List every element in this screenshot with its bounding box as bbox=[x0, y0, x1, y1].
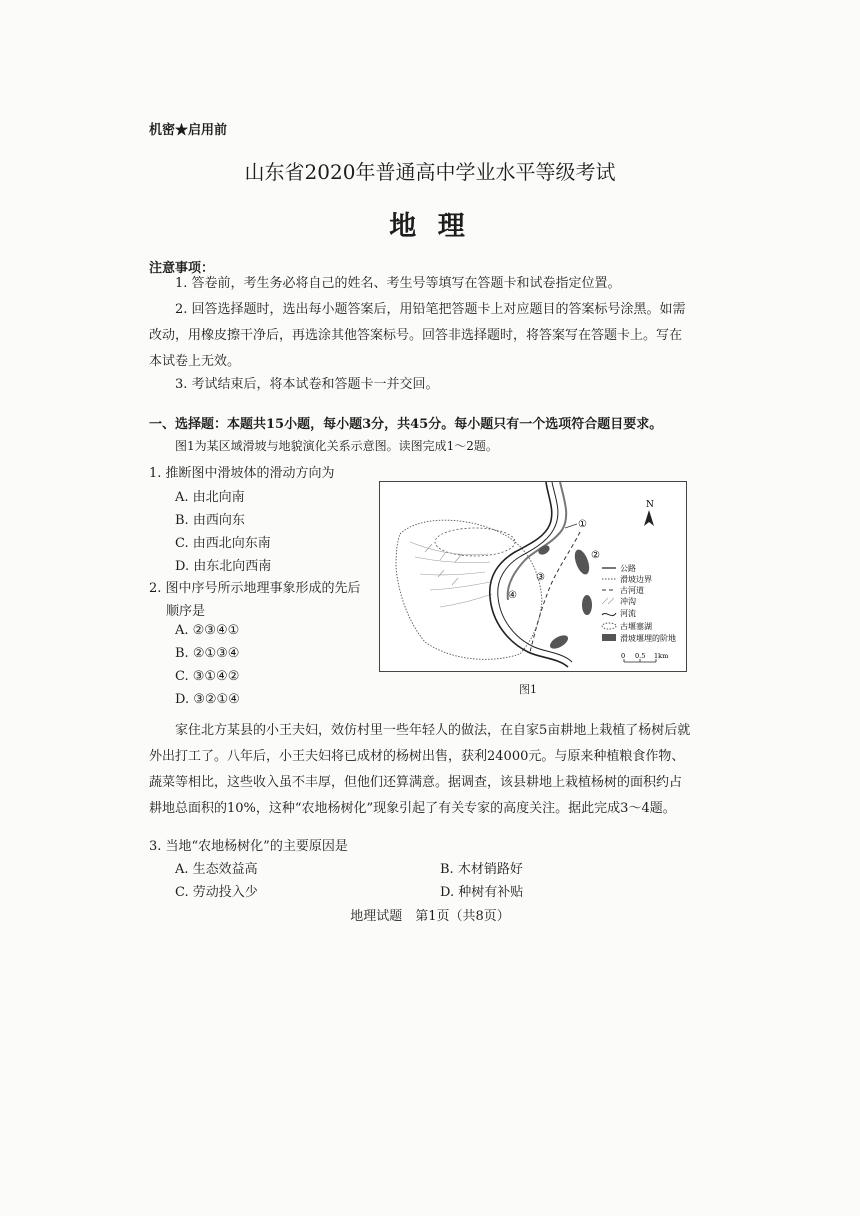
scale-1km: 1km bbox=[654, 652, 669, 660]
note-item-3: 3. 考试结束后，将本试卷和答题卡一并交回。 bbox=[175, 377, 439, 392]
note-item-2: 2. 回答选择题时，选出每小题答案后，用铅笔把答题卡上对应题目的答案标号涂黑。如需改动，用橡皮擦干净后，再选涂其他答案标号。回答非选择题时，将答案写在答题卡上。写在本试卷上无效。 bbox=[149, 302, 686, 369]
page-footer: 地理试题 第1页（共8页） bbox=[350, 909, 510, 924]
q3-option-d: D. 种树有补贴 bbox=[440, 885, 524, 900]
question-1-stem: 1. 推断图中滑坡体的滑动方向为 bbox=[149, 466, 335, 481]
label-2: ② bbox=[591, 550, 600, 561]
landslide-map bbox=[380, 482, 686, 671]
subject-title: 地 理 bbox=[389, 211, 471, 242]
legend-landslide-boundary: 滑坡边界 bbox=[620, 575, 652, 584]
question-3-stem: 3. 当地“农地杨树化”的主要原因是 bbox=[149, 839, 348, 854]
label-1: ① bbox=[578, 519, 587, 530]
legend-road: 公路 bbox=[620, 564, 636, 573]
q1-option-d: D. 由东北向西南 bbox=[175, 559, 272, 574]
legend-dammed-lake: 古堰塞湖 bbox=[620, 622, 652, 631]
passage-text: 家住北方某县的小王夫妇，效仿村里一些年轻人的做法，在自家5亩耕地上栽植了杨树后就外出打工了。八年后，小王夫妇将已成材的杨树出售，获利24000元。与原来种植粮食作物、蔬菜等相比，这些收入虽不丰厚，但他们还算满意。据调查，该县耕地上栽植杨树的面积约占耕地总面积的10%，这种“农地杨树化”现象引起了有关专家的高度关注。据此完成3～4题。 bbox=[149, 723, 691, 816]
scale-0: 0 bbox=[621, 652, 626, 660]
north-label: N bbox=[646, 500, 654, 510]
q1-option-a: A. 由北向南 bbox=[175, 490, 245, 505]
leader-line-1 bbox=[565, 524, 577, 528]
q1-option-b: B. 由西向东 bbox=[175, 513, 245, 528]
north-arrow-icon bbox=[644, 510, 654, 526]
q2-option-a: A. ②③④① bbox=[175, 623, 240, 638]
note-item-1: 1. 答卷前，考生务必将自己的姓名、考生号等填写在答题卡和试卷指定位置。 bbox=[175, 276, 621, 291]
river-bank bbox=[498, 482, 572, 662]
legend-gully: 冲沟 bbox=[620, 597, 636, 606]
question-2-stem-line1: 2. 图中序号所示地理事象形成的先后 bbox=[149, 581, 361, 596]
label-4: ④ bbox=[508, 590, 517, 601]
q1-option-c: C. 由西北向东南 bbox=[175, 536, 271, 551]
exam-title: 山东省2020年普通高中学业水平等级考试 bbox=[244, 160, 616, 184]
dammed-lake bbox=[435, 528, 515, 556]
q2-option-c: C. ③①④② bbox=[175, 669, 240, 684]
legend-terrace: 滑坡堰埋的阶地 bbox=[620, 634, 676, 643]
legend-ancient-channel: 古河道 bbox=[620, 586, 644, 595]
confidential-mark: 机密★启用前 bbox=[149, 123, 228, 138]
gullies bbox=[410, 542, 492, 607]
legend-river: 河流 bbox=[620, 609, 636, 618]
figure-1-caption: 图1 bbox=[519, 683, 537, 696]
terrace-2 bbox=[572, 548, 592, 577]
figure-1-map bbox=[379, 481, 687, 672]
map-legend bbox=[602, 563, 676, 662]
q3-option-b: B. 木材销路好 bbox=[440, 862, 523, 877]
q3-option-a: A. 生态效益高 bbox=[175, 862, 258, 877]
terrace-3 bbox=[582, 595, 592, 615]
q2-option-d: D. ③②①④ bbox=[175, 692, 240, 707]
question-2-stem-line2: 顺序是 bbox=[166, 604, 206, 619]
section-intro: 图1为某区域滑坡与地貌演化关系示意图。读图完成1～2题。 bbox=[175, 439, 498, 453]
q2-option-b: B. ②①③④ bbox=[175, 646, 240, 661]
terrace-4 bbox=[548, 633, 570, 652]
section-heading: 一、选择题：本题共15小题，每小题3分，共45分。每小题只有一个选项符合题目要求。 bbox=[149, 417, 663, 432]
notes-heading: 注意事项： bbox=[149, 261, 215, 276]
scale-half: 0.5 bbox=[635, 652, 646, 660]
label-3: ③ bbox=[536, 572, 545, 583]
q3-option-c: C. 劳动投入少 bbox=[175, 885, 258, 900]
